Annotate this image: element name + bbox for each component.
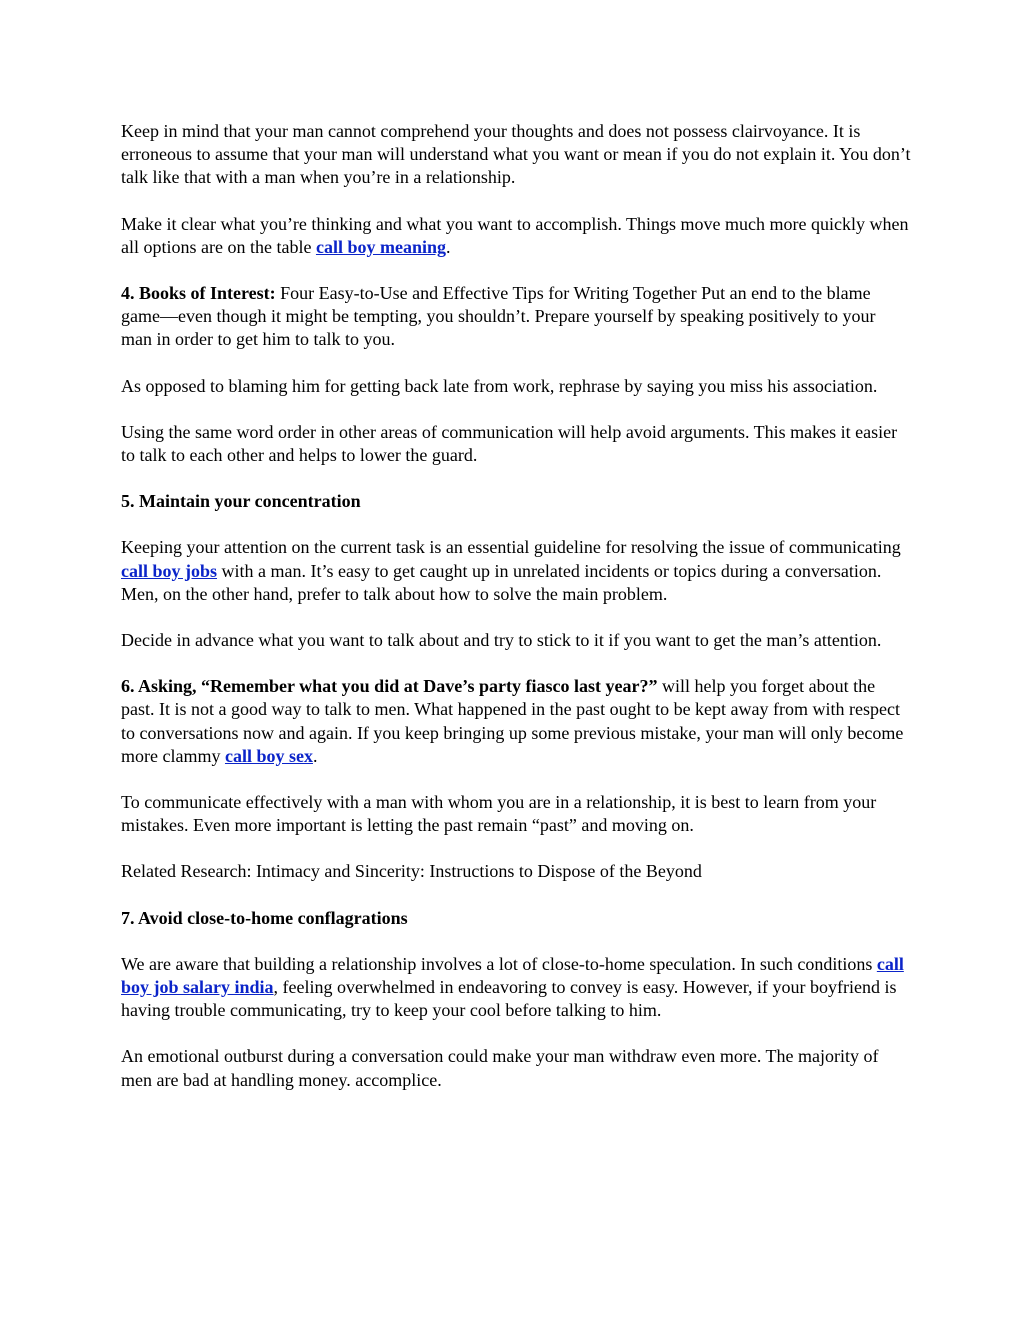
- paragraph-text: , feeling overwhelmed in endeavoring to convey is easy. However, if your boyfriend is having trouble communicating, try to keep your cool before talking to him.: [121, 977, 897, 1021]
- paragraph-text: Keeping your attention on the current task is an essential guideline for resolving the issue of communicating: [121, 537, 901, 558]
- paragraph-text: .: [445, 236, 451, 257]
- paragraph-text: with a man. It’s easy to get caught up in unrelated incidents or topics during a conversation. Men, on the other hand, prefer to talk about how to solve the main problem.: [121, 560, 882, 604]
- paragraph-clairvoyance: Keep in mind that your man cannot comprehend your thoughts and does not possess clairvoyance. It is erroneous to assume that your man will understand what you want or mean if you do not explain it. You don’t talk like that with a man when you’re in a relationship.: [121, 121, 911, 188]
- paragraph-emotional-outburst: An emotional outburst during a conversation could make your man withdraw even more. The majority of men are bad at handling money. accomplice.: [121, 1046, 879, 1090]
- paragraph-text: Make it clear what you’re thinking and what you want to accomplish. Things move much more quickly when all options are on the table: [121, 213, 909, 257]
- paragraph-word-order: Using the same word order in other areas of communication will help avoid arguments. This makes it easier to talk to each other and helps to lower the guard.: [121, 421, 898, 466]
- paragraph-related-research: Related Research: Intimacy and Sincerity: Instructions to Dispose of the Beyond: [121, 861, 702, 882]
- heading-maintain-concentration: 5. Maintain your concentration: [121, 491, 361, 512]
- heading-asking-remember: 6. Asking, “Remember what you did at Dave’s party fiasco last year?”: [121, 676, 658, 697]
- paragraph-text: .: [312, 745, 318, 766]
- paragraph-keeping-attention: [121, 536, 911, 606]
- paragraph-text: will help you forget about the past. It is not a good way to talk to men. What happened in the past ought to be kept away from with respect to conversations now and again. If you keep bringing up some previous mistake, your man will only become more clammy: [121, 676, 904, 766]
- paragraph-text: We are aware that building a relationship involves a lot of close-to-home speculation. In such conditions: [121, 953, 877, 974]
- paragraph-opposed-to-blaming: As opposed to blaming him for getting back late from work, rephrase by saying you miss his association.: [121, 375, 878, 396]
- document-page: [121, 120, 911, 1092]
- heading-avoid-conflagrations: 7. Avoid close-to-home conflagrations: [121, 907, 408, 928]
- paragraph-make-it-clear: [121, 213, 911, 259]
- paragraph-decide-in-advance: Decide in advance what you want to talk about and try to stick to it if you want to get the man’s attention.: [121, 630, 882, 651]
- paragraph-text: Four Easy-to-Use and Effective Tips for Writing Together Put an end to the blame game—even though it might be tempting, you shouldn’t. Prepare yourself by speaking positively to your man in order to get him to talk to you.: [121, 283, 876, 350]
- link-call-boy-jobs[interactable]: call boy jobs: [121, 560, 218, 581]
- paragraph-asking-remember: [121, 675, 911, 768]
- paragraph-building-relationship: [121, 953, 911, 1023]
- link-call-boy-sex[interactable]: call boy sex: [224, 745, 313, 766]
- link-call-boy-meaning[interactable]: call boy meaning: [315, 236, 446, 257]
- link-call-boy-job-salary-india[interactable]: call boy job salary india: [121, 953, 904, 998]
- heading-books-of-interest: 4. Books of Interest:: [121, 283, 276, 304]
- paragraph-books-of-interest: [121, 282, 911, 352]
- paragraph-communicate-effectively: To communicate effectively with a man with whom you are in a relationship, it is best to learn from your mistakes. Even more important is letting the past remain “past” and moving on.: [121, 792, 877, 836]
